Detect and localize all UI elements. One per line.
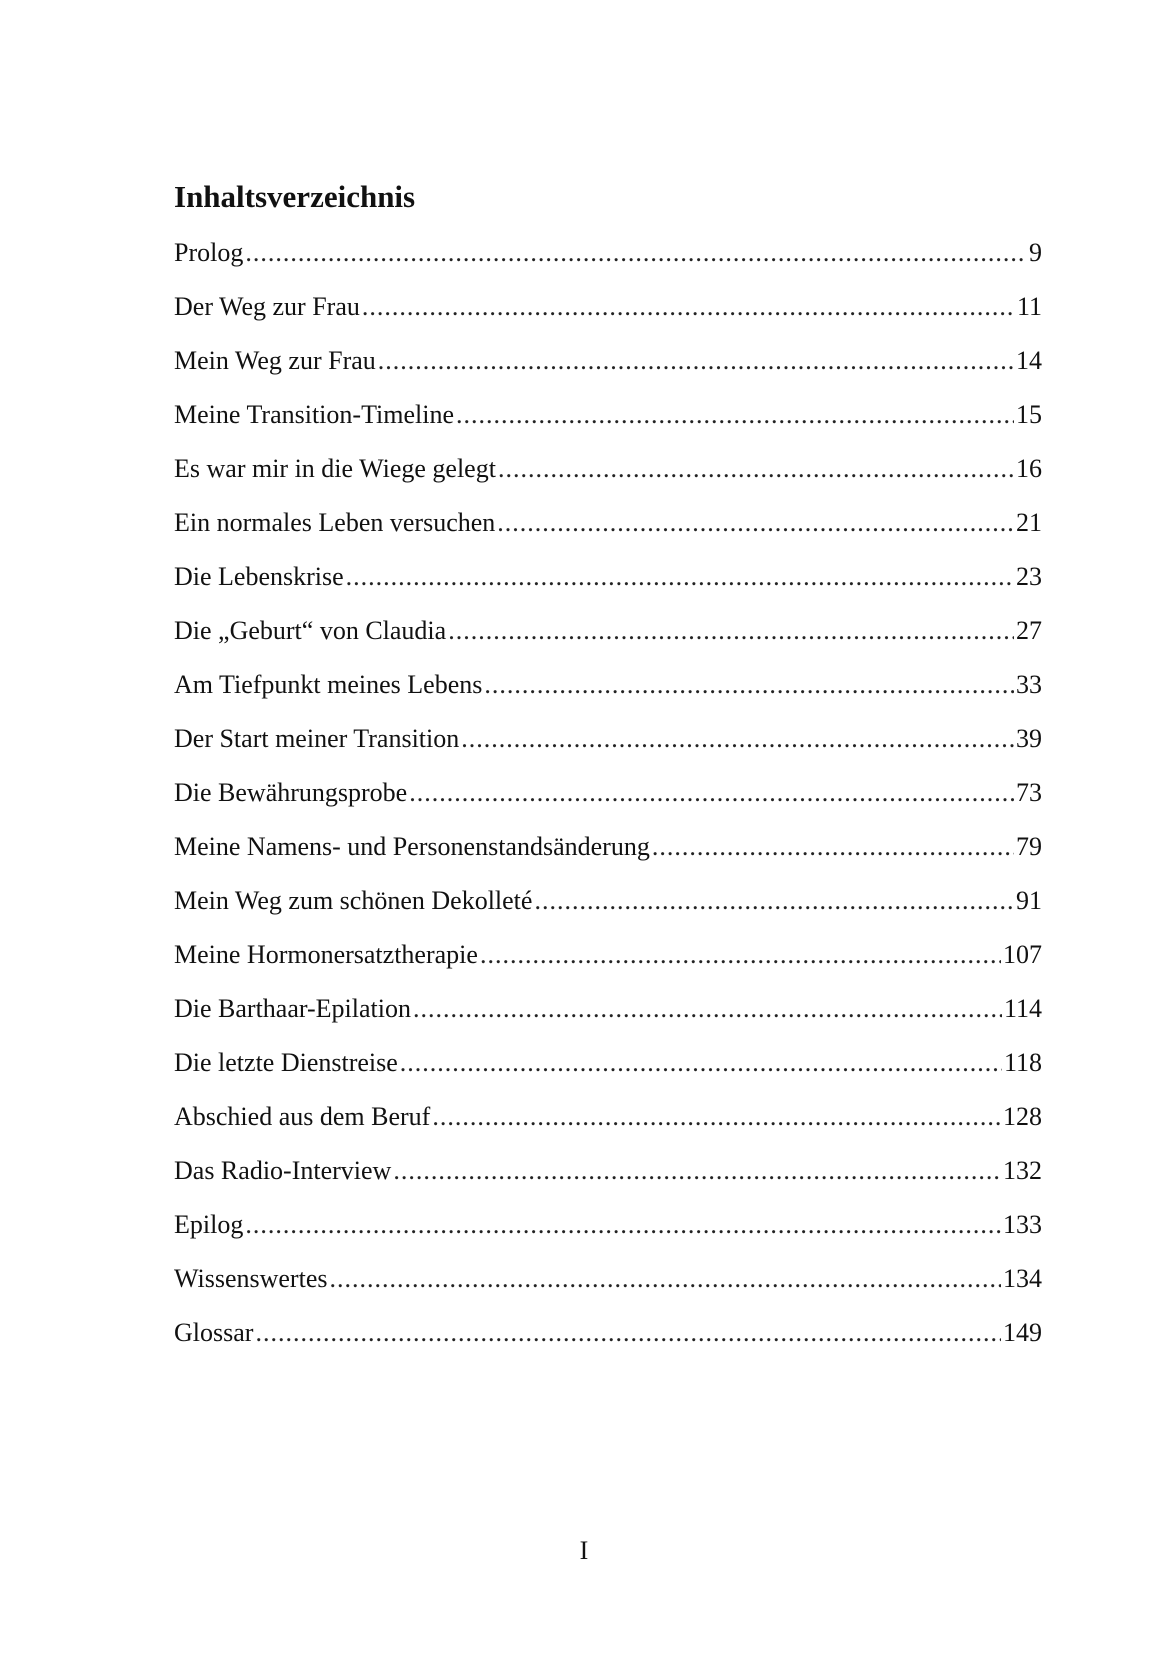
toc-entry-page: 21 bbox=[1016, 508, 1042, 537]
toc-entry-title: Mein Weg zur Frau bbox=[174, 346, 376, 375]
toc-entry-page: 118 bbox=[1003, 1048, 1042, 1077]
toc-entry-page: 9 bbox=[1029, 238, 1042, 267]
toc-entry-title: Das Radio-Interview bbox=[174, 1156, 392, 1185]
dot-leader bbox=[652, 832, 1014, 862]
toc-entry-page: 27 bbox=[1016, 616, 1042, 645]
toc-entry bbox=[174, 1264, 1042, 1318]
dot-leader bbox=[255, 1318, 1001, 1348]
toc-entry bbox=[174, 346, 1042, 400]
toc-entry-page: 73 bbox=[1016, 778, 1042, 807]
toc-entry-page: 134 bbox=[1003, 1264, 1042, 1293]
toc-entry-title: Der Weg zur Frau bbox=[174, 292, 360, 321]
toc-entry-title: Der Start meiner Transition bbox=[174, 724, 460, 753]
dot-leader bbox=[362, 292, 1015, 322]
dot-leader bbox=[498, 454, 1014, 484]
dot-leader bbox=[534, 886, 1014, 916]
toc-entry bbox=[174, 1156, 1042, 1210]
toc-entry bbox=[174, 724, 1042, 778]
toc-entry bbox=[174, 1318, 1042, 1372]
toc-entry-title: Meine Hormonersatztherapie bbox=[174, 940, 478, 969]
toc-entry-title: Mein Weg zum schönen Dekolleté bbox=[174, 886, 533, 915]
toc-entry-page: 79 bbox=[1016, 832, 1042, 861]
toc-entry-title: Meine Namens- und Personenstandsänderung bbox=[174, 832, 650, 861]
toc-entry-page: 33 bbox=[1016, 670, 1042, 699]
dot-leader bbox=[245, 1210, 1001, 1240]
toc-entry bbox=[174, 886, 1042, 940]
toc-entry-title: Epilog bbox=[174, 1210, 244, 1239]
toc-entry-title: Die „Geburt“ von Claudia bbox=[174, 616, 447, 645]
dot-leader bbox=[245, 238, 1027, 268]
toc-entry bbox=[174, 1048, 1042, 1102]
toc-heading: Inhaltsverzeichnis bbox=[174, 179, 416, 214]
toc-entry-title: Am Tiefpunkt meines Lebens bbox=[174, 670, 483, 699]
toc-entry-page: 11 bbox=[1016, 292, 1042, 321]
toc-entry-page: 128 bbox=[1003, 1102, 1042, 1131]
toc-entry bbox=[174, 616, 1042, 670]
toc-entry-title: Meine Transition-Timeline bbox=[174, 400, 455, 429]
toc-entry-page: 91 bbox=[1016, 886, 1042, 915]
toc-entry bbox=[174, 562, 1042, 616]
toc-entry bbox=[174, 670, 1042, 724]
toc-entry bbox=[174, 238, 1042, 292]
toc-entry-title: Es war mir in die Wiege gelegt bbox=[174, 454, 496, 483]
toc-entry-page: 16 bbox=[1016, 454, 1042, 483]
dot-leader bbox=[480, 940, 1001, 970]
dot-leader bbox=[484, 670, 1014, 700]
toc-entry-page: 114 bbox=[1003, 994, 1042, 1023]
dot-leader bbox=[409, 778, 1014, 808]
dot-leader bbox=[456, 400, 1014, 430]
toc-entry-page: 15 bbox=[1016, 400, 1042, 429]
dot-leader bbox=[497, 508, 1014, 538]
toc-entry-title: Die letzte Dienstreise bbox=[174, 1048, 398, 1077]
toc-entry bbox=[174, 1102, 1042, 1156]
toc-entry bbox=[174, 400, 1042, 454]
toc-entry-page: 133 bbox=[1003, 1210, 1042, 1239]
toc-entry-title: Abschied aus dem Beruf bbox=[174, 1102, 431, 1131]
page-number: I bbox=[579, 1536, 589, 1565]
toc-entry-title: Die Lebenskrise bbox=[174, 562, 344, 591]
toc-entry-page: 14 bbox=[1016, 346, 1042, 375]
toc-entry bbox=[174, 832, 1042, 886]
dot-leader bbox=[413, 994, 1002, 1024]
dot-leader bbox=[461, 724, 1014, 754]
toc-entry-title: Ein normales Leben versuchen bbox=[174, 508, 496, 537]
toc-entry bbox=[174, 994, 1042, 1048]
dot-leader bbox=[346, 562, 1014, 592]
toc-entry bbox=[174, 454, 1042, 508]
toc-entry-page: 132 bbox=[1003, 1156, 1042, 1185]
toc-entry bbox=[174, 292, 1042, 346]
dot-leader bbox=[393, 1156, 1001, 1186]
toc-entry bbox=[174, 778, 1042, 832]
dot-leader bbox=[448, 616, 1014, 646]
toc-entry-title: Glossar bbox=[174, 1318, 254, 1347]
toc-entry-title: Die Bewährungsprobe bbox=[174, 778, 408, 807]
toc-entry bbox=[174, 508, 1042, 562]
dot-leader bbox=[400, 1048, 1002, 1078]
toc-entry bbox=[174, 940, 1042, 994]
toc-entry-title: Prolog bbox=[174, 238, 244, 267]
dot-leader bbox=[378, 346, 1014, 376]
toc-entry-page: 149 bbox=[1003, 1318, 1042, 1347]
dot-leader bbox=[329, 1264, 1001, 1294]
toc-entry bbox=[174, 1210, 1042, 1264]
toc-entry-title: Die Barthaar-Epilation bbox=[174, 994, 411, 1023]
toc-entry-page: 107 bbox=[1003, 940, 1042, 969]
toc-entry-title: Wissenswertes bbox=[174, 1264, 328, 1293]
toc-list bbox=[174, 238, 1042, 1372]
toc-entry-page: 39 bbox=[1016, 724, 1042, 753]
toc-entry-page: 23 bbox=[1016, 562, 1042, 591]
dot-leader bbox=[432, 1102, 1001, 1132]
